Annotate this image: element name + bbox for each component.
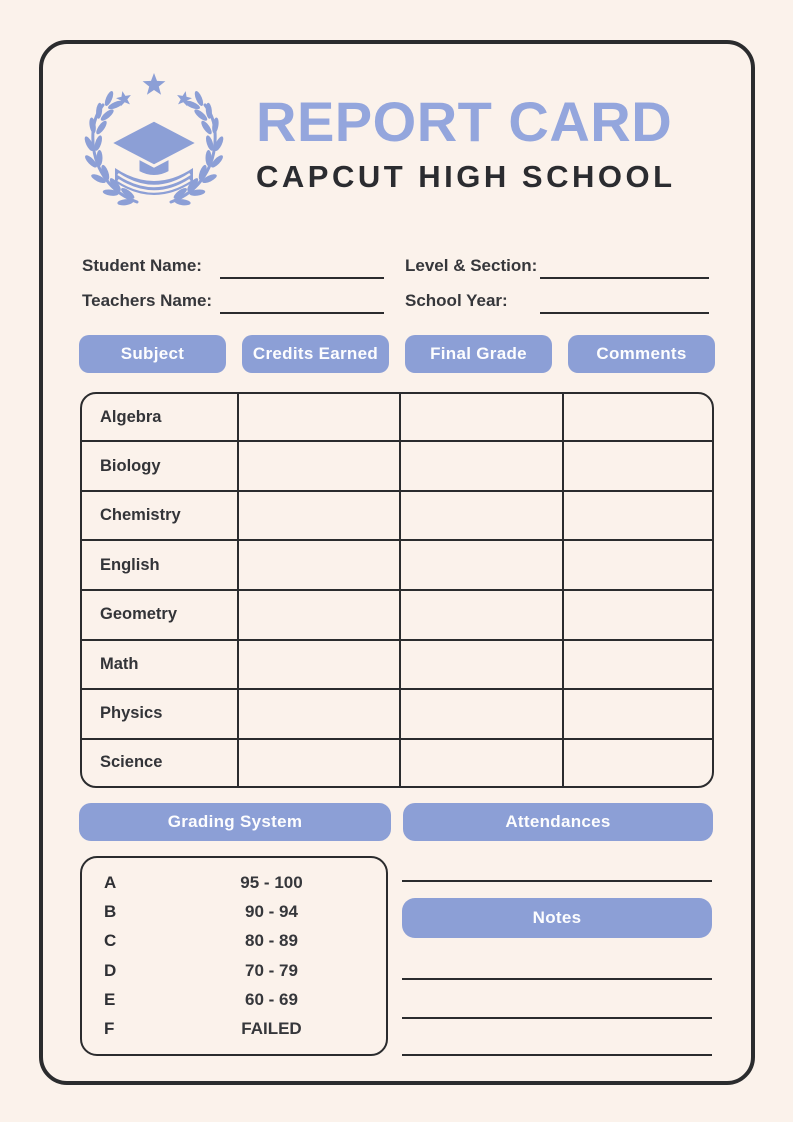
subject-cell: Biology [82,441,238,491]
grading-scale-box [80,856,388,1056]
student-name-label: Student Name: [82,256,202,275]
school-year-label: School Year: [405,291,508,310]
grade-letter: A [104,873,117,893]
subject-cell: Physics [82,689,238,739]
grade-letter: D [104,960,117,980]
subject-cell: Chemistry [82,491,238,541]
comments-cell[interactable] [563,540,714,590]
comments-cell[interactable] [563,394,714,441]
grade-scale-row [82,873,386,893]
grade-letter: B [104,902,117,922]
star-icon [143,73,166,95]
table-row [82,590,714,640]
graduation-cap-icon [110,120,198,177]
comments-column-header: Comments [568,335,715,373]
level-section-line[interactable] [540,277,709,279]
table-row [82,739,714,786]
final-grade-cell[interactable] [400,394,563,441]
graduation-cap-laurel-icon [79,70,229,220]
credits-cell[interactable] [238,640,400,690]
comments-cell[interactable] [563,739,714,786]
credits-cell[interactable] [238,689,400,739]
subject-cell: Geometry [82,590,238,640]
grade-scale-row [82,961,386,981]
credits-cell[interactable] [238,491,400,541]
grading-system-header: Grading System [79,803,391,841]
school-year-line[interactable] [540,312,709,314]
grade-letter: E [104,989,116,1009]
school-logo [79,70,229,220]
credits-column-header: Credits Earned [242,335,389,373]
grade-range: 70 - 79 [245,960,298,980]
notes-line[interactable] [402,978,712,980]
student-name-line[interactable] [220,277,384,279]
credits-cell[interactable] [238,590,400,640]
subject-cell: Math [82,640,238,690]
credits-cell[interactable] [238,441,400,491]
grade-range: FAILED [241,1018,302,1038]
notes-header: Notes [402,898,712,938]
notes-line[interactable] [402,1017,712,1019]
table-header-row [79,335,715,373]
final-grade-cell[interactable] [400,491,563,541]
table-row [82,689,714,739]
subject-column-header: Subject [79,335,226,373]
table-row [82,640,714,690]
table-row [82,540,714,590]
final-grade-cell[interactable] [400,739,563,786]
level-section-label: Level & Section: [405,256,538,275]
grade-range: 80 - 89 [245,931,298,951]
page-title: REPORT CARD [256,90,673,153]
teacher-name-label: Teachers Name: [82,291,213,310]
grade-range: 95 - 100 [240,873,303,893]
final-grade-cell[interactable] [400,441,563,491]
grade-range: 60 - 69 [245,989,298,1009]
grade-letter: C [104,931,117,951]
grade-scale-row [82,990,386,1010]
comments-cell[interactable] [563,441,714,491]
grade-scale-row [82,931,386,951]
final-grade-cell[interactable] [400,689,563,739]
attendance-line[interactable] [402,880,712,882]
comments-cell[interactable] [563,640,714,690]
grade-range: 90 - 94 [245,902,298,922]
grade-scale-row [82,1019,386,1039]
final-grade-cell[interactable] [400,540,563,590]
notes-line[interactable] [402,1054,712,1056]
table-row [82,394,714,441]
credits-cell[interactable] [238,739,400,786]
comments-cell[interactable] [563,689,714,739]
attendances-header: Attendances [403,803,713,841]
school-name: CAPCUT HIGH SCHOOL [256,159,676,194]
subject-cell: Algebra [82,394,238,441]
subject-cell: Science [82,739,238,786]
table-row [82,491,714,541]
grade-letter: F [104,1018,115,1038]
credits-cell[interactable] [238,540,400,590]
table-row [82,441,714,491]
final-grade-cell[interactable] [400,640,563,690]
teacher-name-line[interactable] [220,312,384,314]
subjects-table [80,392,714,788]
report-card [39,40,755,1085]
subject-cell: English [82,540,238,590]
final-grade-column-header: Final Grade [405,335,552,373]
grade-scale-row [82,902,386,922]
comments-cell[interactable] [563,491,714,541]
final-grade-cell[interactable] [400,590,563,640]
comments-cell[interactable] [563,590,714,640]
credits-cell[interactable] [238,394,400,441]
